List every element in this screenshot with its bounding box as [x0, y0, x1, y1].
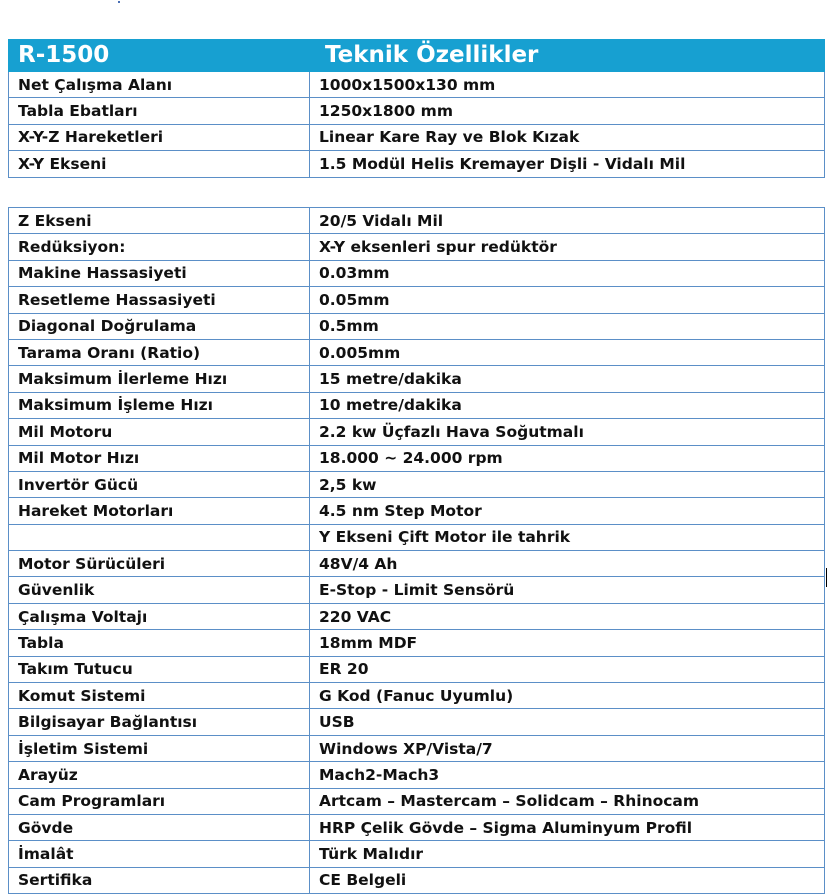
- spec-label: Tabla: [9, 630, 310, 656]
- spec-row: [9, 788, 825, 814]
- spec-row: [9, 867, 825, 893]
- stray-dot: [118, 1, 120, 3]
- spec-value: 1.5 Modül Helis Kremayer Dişli - Vidalı Mil: [310, 151, 825, 177]
- spec-label: Resetleme Hassasiyeti: [9, 287, 310, 313]
- spec-value: Artcam – Mastercam – Solidcam – Rhinocam: [310, 788, 825, 814]
- spec-value: X-Y eksenleri spur redüktör: [310, 234, 825, 260]
- spec-label: Motor Sürücüleri: [9, 551, 310, 577]
- spec-value: 0.05mm: [310, 287, 825, 313]
- spec-label: Redüksiyon:: [9, 234, 310, 260]
- spec-label: Invertör Gücü: [9, 471, 310, 497]
- spec-row: [9, 287, 825, 313]
- spec-label: Güvenlik: [9, 577, 310, 603]
- spec-value: ER 20: [310, 656, 825, 682]
- spec-value: Windows XP/Vista/7: [310, 735, 825, 761]
- spec-value: 2,5 kw: [310, 471, 825, 497]
- spec-value: 0.005mm: [310, 339, 825, 365]
- spec-value: 1000x1500x130 mm: [310, 72, 825, 98]
- spec-value: 18.000 ~ 24.000 rpm: [310, 445, 825, 471]
- spec-row: [9, 709, 825, 735]
- header-row: [9, 40, 825, 72]
- spec-value: 2.2 kw Üçfazlı Hava Soğutmalı: [310, 419, 825, 445]
- spec-value: 0.03mm: [310, 260, 825, 286]
- spec-label: Tabla Ebatları: [9, 98, 310, 124]
- spec-row: [9, 124, 825, 150]
- spec-row: [9, 577, 825, 603]
- spec-label: Z Ekseni: [9, 208, 310, 234]
- spec-label: Takım Tutucu: [9, 656, 310, 682]
- spec-row: [9, 366, 825, 392]
- spec-label: Mil Motoru: [9, 419, 310, 445]
- spec-label: Sertifika: [9, 867, 310, 893]
- spec-label: Tarama Oranı (Ratio): [9, 339, 310, 365]
- spec-label: Cam Programları: [9, 788, 310, 814]
- text-cursor: [826, 568, 827, 587]
- spec-table-top: [8, 39, 825, 178]
- spec-row: [9, 551, 825, 577]
- spec-value: USB: [310, 709, 825, 735]
- spec-row: [9, 234, 825, 260]
- spec-row: [9, 208, 825, 234]
- spec-label: X-Y Ekseni: [9, 151, 310, 177]
- spec-row: [9, 630, 825, 656]
- spec-row: [9, 656, 825, 682]
- spec-row: [9, 98, 825, 124]
- spec-table-bottom: [8, 207, 825, 894]
- spec-value: 18mm MDF: [310, 630, 825, 656]
- spec-row: [9, 445, 825, 471]
- spec-row: [9, 260, 825, 286]
- spec-row: [9, 339, 825, 365]
- spec-value: E-Stop - Limit Sensörü: [310, 577, 825, 603]
- spec-row: [9, 762, 825, 788]
- spec-row: [9, 471, 825, 497]
- spec-label: Net Çalışma Alanı: [9, 72, 310, 98]
- spec-row: [9, 72, 825, 98]
- spec-value: 1250x1800 mm: [310, 98, 825, 124]
- spec-label: Arayüz: [9, 762, 310, 788]
- spec-row: [9, 814, 825, 840]
- spec-value: 0.5mm: [310, 313, 825, 339]
- model-name: R-1500: [9, 40, 310, 72]
- spec-label: Maksimum İşleme Hızı: [9, 392, 310, 418]
- spec-row: [9, 392, 825, 418]
- spec-value: 20/5 Vidalı Mil: [310, 208, 825, 234]
- spec-label: X-Y-Z Hareketleri: [9, 124, 310, 150]
- spec-value: CE Belgeli: [310, 867, 825, 893]
- spec-row: [9, 683, 825, 709]
- spec-value: 48V/4 Ah: [310, 551, 825, 577]
- spec-row: [9, 735, 825, 761]
- spec-row: [9, 498, 825, 524]
- spec-label: İşletim Sistemi: [9, 735, 310, 761]
- spec-value: Türk Malıdır: [310, 841, 825, 867]
- spec-value: 220 VAC: [310, 603, 825, 629]
- spec-row: [9, 313, 825, 339]
- spec-label: Diagonal Doğrulama: [9, 313, 310, 339]
- spec-value: 10 metre/dakika: [310, 392, 825, 418]
- spec-value: 4.5 nm Step Motor: [310, 498, 825, 524]
- spec-label: Gövde: [9, 814, 310, 840]
- spec-label: Mil Motor Hızı: [9, 445, 310, 471]
- spec-row: [9, 524, 825, 550]
- spec-row: [9, 151, 825, 177]
- spec-value: HRP Çelik Gövde – Sigma Aluminyum Profil: [310, 814, 825, 840]
- table-title: Teknik Özellikler: [310, 40, 825, 72]
- spec-row: [9, 419, 825, 445]
- spec-label: Hareket Motorları: [9, 498, 310, 524]
- spec-label: İmalât: [9, 841, 310, 867]
- spec-label: Makine Hassasiyeti: [9, 260, 310, 286]
- spec-label: Çalışma Voltajı: [9, 603, 310, 629]
- spec-label: Maksimum İlerleme Hızı: [9, 366, 310, 392]
- spec-value: Linear Kare Ray ve Blok Kızak: [310, 124, 825, 150]
- spec-label: Bilgisayar Bağlantısı: [9, 709, 310, 735]
- spec-value: Mach2-Mach3: [310, 762, 825, 788]
- spec-value: Y Ekseni Çift Motor ile tahrik: [310, 524, 825, 550]
- spec-value: 15 metre/dakika: [310, 366, 825, 392]
- spec-label: Komut Sistemi: [9, 683, 310, 709]
- spec-value: G Kod (Fanuc Uyumlu): [310, 683, 825, 709]
- spec-label: [9, 524, 310, 550]
- spec-row: [9, 603, 825, 629]
- spec-row: [9, 841, 825, 867]
